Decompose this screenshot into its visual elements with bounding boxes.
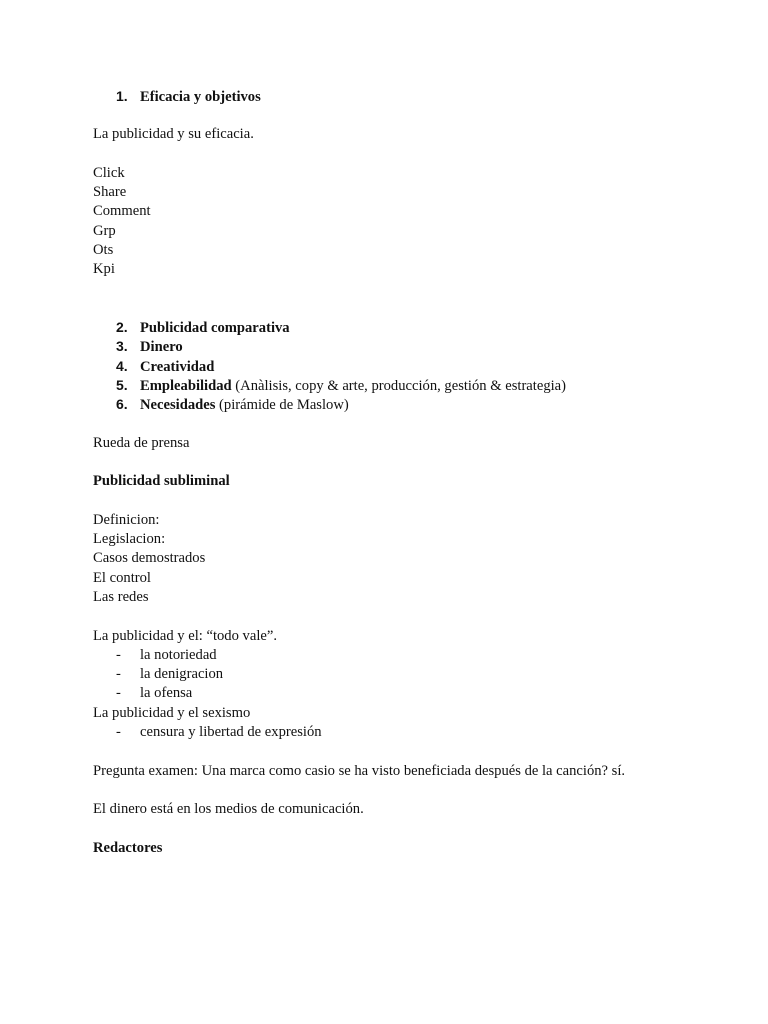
topic-title: Empleabilidad bbox=[140, 378, 232, 394]
metric-line: Ots bbox=[93, 242, 114, 258]
metric-line: Click bbox=[93, 165, 125, 181]
metric-line: Comment bbox=[93, 203, 151, 219]
exam-question: Pregunta examen: Una marca como casio se ha visto beneficiada después de la canción? sí. bbox=[93, 763, 626, 779]
sexismo-heading: La publicidad y el sexismo bbox=[93, 705, 251, 721]
metric-line: Grp bbox=[93, 223, 116, 239]
list-number: 3. bbox=[116, 338, 128, 354]
bullet-item bbox=[116, 684, 192, 703]
topic-title: Publicidad comparativa bbox=[140, 320, 290, 336]
bullet-item bbox=[116, 646, 217, 665]
subliminal-item: Definicion: bbox=[93, 512, 160, 528]
subliminal-item: El control bbox=[93, 570, 151, 586]
subliminal-item: Las redes bbox=[93, 589, 149, 605]
topic-item bbox=[116, 337, 183, 357]
metric-line: Kpi bbox=[93, 261, 115, 277]
intro-paragraph: La publicidad y su eficacia. bbox=[93, 126, 254, 142]
subliminal-item: Casos demostrados bbox=[93, 550, 206, 566]
section-title: Eficacia y objetivos bbox=[140, 89, 261, 105]
list-number: 5. bbox=[116, 377, 128, 393]
topic-detail: (pirámide de Maslow) bbox=[215, 397, 349, 413]
bullet-text: la ofensa bbox=[140, 685, 193, 701]
list-number: 1. bbox=[116, 88, 128, 104]
topic-detail: (Anàlisis, copy & arte, producción, gestión & estrategia) bbox=[231, 378, 567, 394]
list-number: 2. bbox=[116, 319, 128, 335]
dash-marker: - bbox=[116, 647, 121, 663]
dash-marker: - bbox=[116, 666, 121, 682]
bullet-item bbox=[116, 723, 322, 742]
topic-item bbox=[116, 318, 290, 338]
press-paragraph: Rueda de prensa bbox=[93, 435, 190, 451]
topic-title: Dinero bbox=[140, 339, 183, 355]
list-number: 6. bbox=[116, 396, 128, 412]
todo-vale-heading: La publicidad y el: “todo vale”. bbox=[93, 628, 277, 644]
topic-item bbox=[116, 357, 214, 377]
topic-title: Necesidades bbox=[140, 397, 216, 413]
bullet-text: la denigracion bbox=[140, 666, 224, 682]
dash-marker: - bbox=[116, 685, 121, 701]
topic-item bbox=[116, 376, 566, 396]
topic-title: Creatividad bbox=[140, 359, 215, 375]
writers-heading: Redactores bbox=[93, 840, 163, 856]
money-paragraph: El dinero está en los medios de comunicación. bbox=[93, 801, 364, 817]
bullet-text: la notoriedad bbox=[140, 647, 217, 663]
bullet-text: censura y libertad de expresión bbox=[140, 724, 322, 740]
dash-marker: - bbox=[116, 724, 121, 740]
topic-item bbox=[116, 395, 349, 415]
subliminal-heading: Publicidad subliminal bbox=[93, 473, 230, 489]
subliminal-item: Legislacion: bbox=[93, 531, 166, 547]
list-number: 4. bbox=[116, 358, 128, 374]
metric-line: Share bbox=[93, 184, 127, 200]
section-heading-eficacia bbox=[116, 87, 261, 107]
bullet-item bbox=[116, 665, 223, 684]
